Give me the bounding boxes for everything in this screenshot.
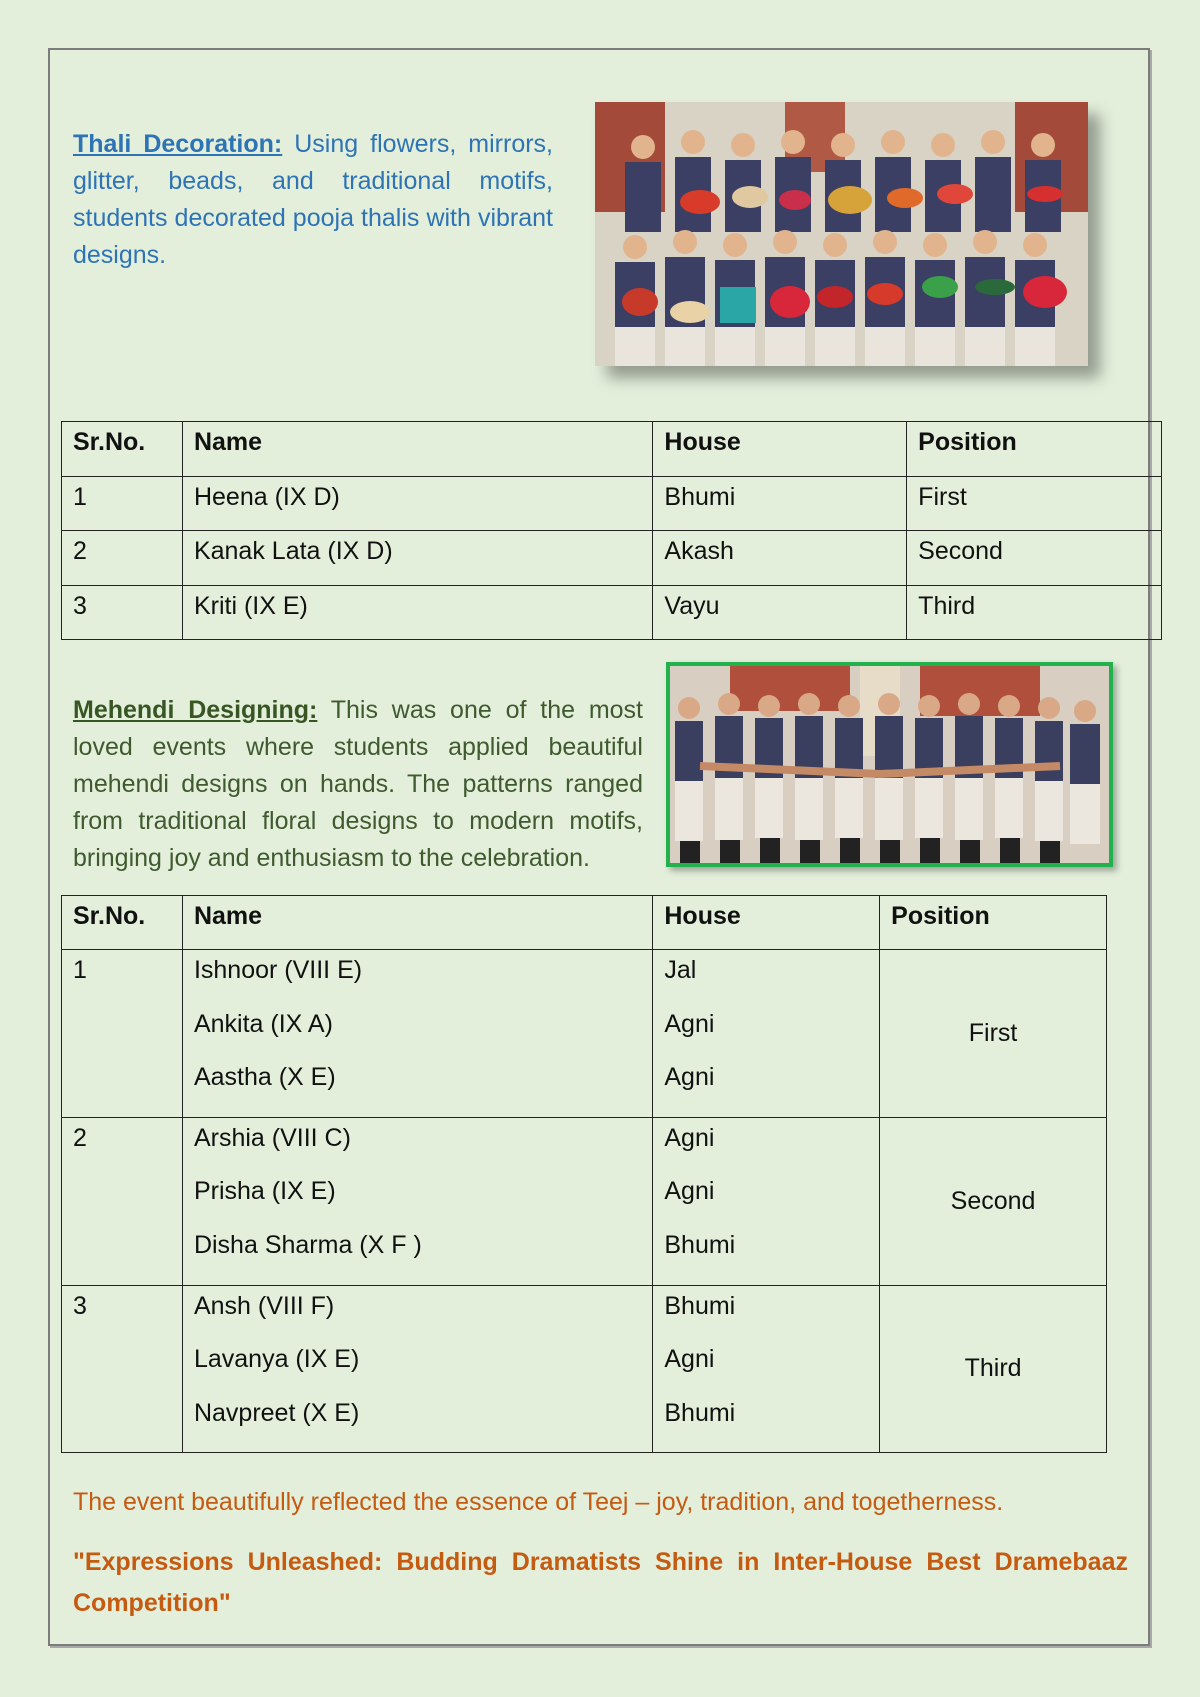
cell-name: Navpreet (X E) <box>193 1398 360 1427</box>
cell-house: Bhumi <box>664 1398 736 1427</box>
table-row <box>62 585 1162 640</box>
cell-name: Aastha (X E) <box>193 1063 336 1092</box>
cell-house: Bhumi <box>653 476 907 531</box>
cell-names <box>182 1117 652 1285</box>
header-position: Position <box>907 422 1162 477</box>
cell-name: Lavanya (IX E) <box>193 1345 360 1374</box>
cell-house: Akash <box>653 531 907 586</box>
thali-results-table <box>61 421 1162 640</box>
cell-name: Ishnoor (VIII E) <box>193 956 363 984</box>
header-name: Name <box>182 896 652 950</box>
header-house: House <box>653 422 907 477</box>
cell-house: Vayu <box>653 585 907 640</box>
mehendi-results-table <box>61 895 1107 1453</box>
cell-name: Kriti (IX E) <box>182 585 652 640</box>
table-row <box>62 531 1162 586</box>
cell-house: Agni <box>664 1177 715 1206</box>
cell-name: Heena (IX D) <box>182 476 652 531</box>
cell-houses <box>653 1285 880 1453</box>
mehendi-heading: Mehendi Designing: <box>73 696 318 724</box>
table-row <box>62 1285 1107 1453</box>
cell-sr-no: 3 <box>62 585 183 640</box>
cell-name: Kanak Lata (IX D) <box>182 531 652 586</box>
cell-name: Prisha (IX E) <box>193 1177 336 1206</box>
cell-sr-no: 1 <box>62 950 183 1118</box>
cell-name: Ankita (IX A) <box>193 1009 333 1038</box>
cell-house: Agni <box>664 1123 715 1152</box>
cell-sr-no: 3 <box>62 1285 183 1453</box>
thali-group-photo <box>595 102 1088 366</box>
mehendi-text: This was one of the most loved events where students applied beautiful mehendi designs on hands. The patterns ranged from traditional floral designs to modern motifs, bringing joy and enthusiasm to the celebration. <box>73 696 643 872</box>
cell-name: Disha Sharma (X F ) <box>193 1230 422 1259</box>
cell-names <box>182 950 652 1118</box>
mehendi-description <box>73 692 643 877</box>
cell-house: Bhumi <box>664 1291 736 1320</box>
cell-sr-no: 2 <box>62 1117 183 1285</box>
cell-house: Jal <box>664 956 697 984</box>
cell-house: Agni <box>664 1345 715 1374</box>
header-house: House <box>653 896 880 950</box>
table-header-row <box>62 896 1107 950</box>
thali-description <box>73 126 553 274</box>
cell-names <box>182 1285 652 1453</box>
next-section-title: "Expressions Unleashed: Budding Dramatists Shine in Inter-House Best Dramebaaz Competition" <box>73 1548 1128 1617</box>
cell-houses <box>653 950 880 1118</box>
cell-houses <box>653 1117 880 1285</box>
cell-position: Second <box>907 531 1162 586</box>
thali-text: Using flowers, mirrors, glitter, beads, and traditional motifs, students decorated pooja thalis with vibrant designs. <box>73 130 554 269</box>
closing-statement: The event beautifully reflected the essence of Teej – joy, tradition, and togetherness. <box>73 1488 1004 1516</box>
cell-position: Third <box>907 585 1162 640</box>
cell-position: Second <box>880 1117 1107 1285</box>
cell-name: Ansh (VIII F) <box>193 1291 335 1320</box>
cell-sr-no: 2 <box>62 531 183 586</box>
header-sr-no: Sr.No. <box>62 896 183 950</box>
table-row <box>62 950 1107 1118</box>
header-sr-no: Sr.No. <box>62 422 183 477</box>
cell-house: Bhumi <box>664 1230 736 1259</box>
header-position: Position <box>880 896 1107 950</box>
table-header-row <box>62 422 1162 477</box>
cell-house: Agni <box>664 1009 715 1038</box>
cell-sr-no: 1 <box>62 476 183 531</box>
thali-heading: Thali Decoration: <box>73 130 283 158</box>
header-name: Name <box>182 422 652 477</box>
cell-position: First <box>880 950 1107 1118</box>
cell-position: First <box>907 476 1162 531</box>
cell-position: Third <box>880 1285 1107 1453</box>
table-row <box>62 476 1162 531</box>
mehendi-group-photo <box>666 662 1113 867</box>
cell-house: Agni <box>664 1063 715 1092</box>
table-row <box>62 1117 1107 1285</box>
cell-name: Arshia (VIII C) <box>193 1123 351 1152</box>
